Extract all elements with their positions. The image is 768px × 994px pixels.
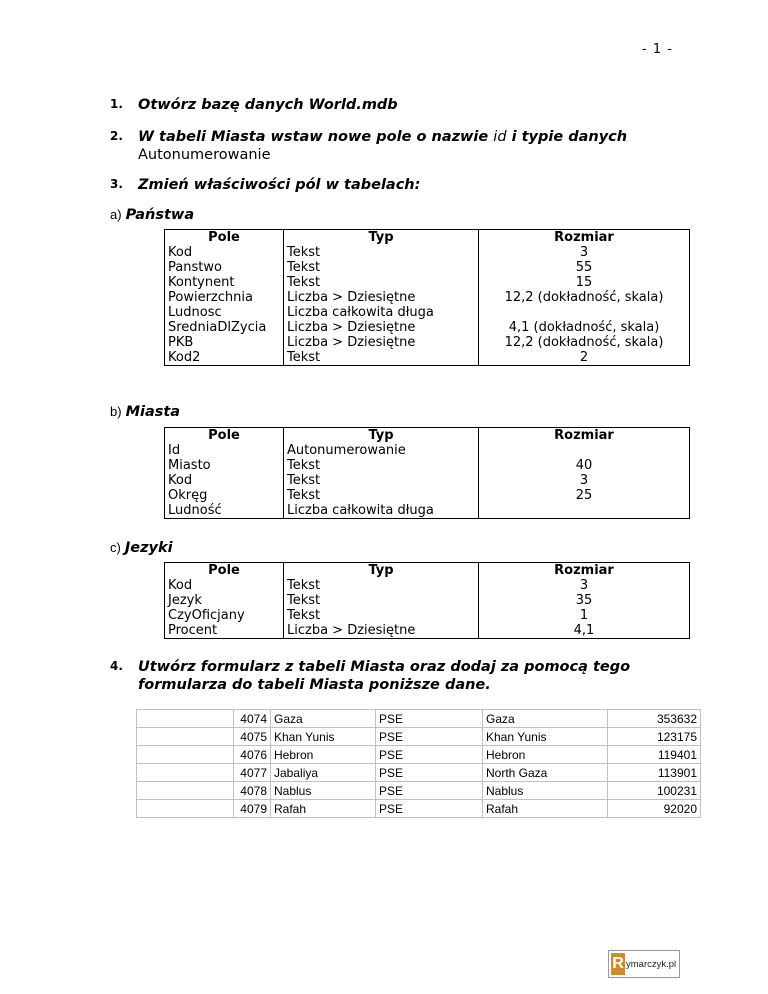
section-letter: a) bbox=[110, 207, 122, 222]
table-row bbox=[165, 350, 690, 366]
task-2 bbox=[110, 128, 627, 164]
district: Gaza bbox=[483, 710, 608, 728]
column-header-typ: Typ bbox=[284, 428, 479, 444]
field-name: SredniaDlZycia bbox=[165, 320, 284, 335]
city-name: Rafah bbox=[271, 800, 376, 818]
row-selector bbox=[137, 728, 234, 746]
field-size: 3 bbox=[479, 473, 690, 488]
field-name: CzyOficjany bbox=[165, 608, 284, 623]
column-header-pole: Pole bbox=[165, 230, 284, 246]
country-code: PSE bbox=[376, 782, 483, 800]
city-name: Khan Yunis bbox=[271, 728, 376, 746]
column-header-rozmiar: Rozmiar bbox=[479, 428, 690, 444]
city-id: 4076 bbox=[234, 746, 271, 764]
table-row bbox=[137, 710, 701, 728]
row-selector bbox=[137, 710, 234, 728]
field-size: 3 bbox=[479, 245, 690, 260]
field-name: Powierzchnia bbox=[165, 290, 284, 305]
task-1 bbox=[110, 96, 398, 114]
population: 92020 bbox=[608, 800, 701, 818]
table-row bbox=[137, 800, 701, 818]
section-title: Jezyki bbox=[124, 540, 173, 556]
table-row bbox=[165, 458, 690, 473]
field-name: Id bbox=[165, 443, 284, 458]
field-size: 40 bbox=[479, 458, 690, 473]
field-name: Ludnosc bbox=[165, 305, 284, 320]
section-letter: c) bbox=[110, 540, 121, 555]
logo-mark: R bbox=[611, 953, 625, 975]
table-row bbox=[165, 305, 690, 320]
city-data-grid bbox=[136, 709, 701, 818]
field-size: 12,2 (dokładność, skala) bbox=[479, 290, 690, 305]
population: 100231 bbox=[608, 782, 701, 800]
population: 353632 bbox=[608, 710, 701, 728]
table-row bbox=[165, 578, 690, 593]
field-size: 25 bbox=[479, 488, 690, 503]
row-selector bbox=[137, 782, 234, 800]
district: North Gaza bbox=[483, 764, 608, 782]
field-size: 55 bbox=[479, 260, 690, 275]
city-name: Nablus bbox=[271, 782, 376, 800]
field-name: Kod2 bbox=[165, 350, 284, 366]
table-row bbox=[165, 623, 690, 639]
column-header-pole: Pole bbox=[165, 563, 284, 579]
field-type: Tekst bbox=[284, 593, 479, 608]
table-row bbox=[165, 245, 690, 260]
city-id: 4074 bbox=[234, 710, 271, 728]
table-row bbox=[165, 335, 690, 350]
column-header-typ: Typ bbox=[284, 563, 479, 579]
section-title: Miasta bbox=[125, 404, 181, 420]
city-id: 4077 bbox=[234, 764, 271, 782]
row-selector bbox=[137, 746, 234, 764]
page-number: - 1 - bbox=[642, 42, 673, 57]
field-size: 12,2 (dokładność, skala) bbox=[479, 335, 690, 350]
table-row bbox=[137, 764, 701, 782]
task-text-line2: formularza do tabeli Miasta poniższe dane. bbox=[138, 677, 491, 693]
task-text-line2: Autonumerowanie bbox=[138, 147, 271, 163]
city-name: Jabaliya bbox=[271, 764, 376, 782]
district: Nablus bbox=[483, 782, 608, 800]
task-number: 2. bbox=[110, 129, 123, 143]
field-size bbox=[479, 305, 690, 320]
column-header-rozmiar: Rozmiar bbox=[479, 230, 690, 246]
field-size bbox=[479, 443, 690, 458]
table-row bbox=[165, 290, 690, 305]
field-type: Tekst bbox=[284, 260, 479, 275]
field-name: Kod bbox=[165, 473, 284, 488]
task-text: Otwórz bazę danych World.mdb bbox=[138, 97, 398, 113]
column-header-rozmiar: Rozmiar bbox=[479, 563, 690, 579]
table-row bbox=[165, 260, 690, 275]
field-type: Tekst bbox=[284, 608, 479, 623]
row-selector bbox=[137, 800, 234, 818]
field-type: Tekst bbox=[284, 275, 479, 290]
field-type: Liczba > Dziesiętne bbox=[284, 623, 479, 639]
field-size: 1 bbox=[479, 608, 690, 623]
section-title: Państwa bbox=[125, 207, 195, 223]
field-name: Kontynent bbox=[165, 275, 284, 290]
field-type: Liczba całkowita długa bbox=[284, 305, 479, 320]
district: Hebron bbox=[483, 746, 608, 764]
field-size: 4,1 (dokładność, skala) bbox=[479, 320, 690, 335]
population: 123175 bbox=[608, 728, 701, 746]
row-selector bbox=[137, 764, 234, 782]
field-size: 15 bbox=[479, 275, 690, 290]
field-name: Okręg bbox=[165, 488, 284, 503]
table-row bbox=[165, 443, 690, 458]
task-number: 1. bbox=[110, 97, 123, 111]
field-size bbox=[479, 503, 690, 519]
table-row bbox=[165, 608, 690, 623]
section-jezyki bbox=[110, 540, 173, 556]
field-name: Kod bbox=[165, 245, 284, 260]
table-row bbox=[165, 488, 690, 503]
field-size: 35 bbox=[479, 593, 690, 608]
field-type: Liczba > Dziesiętne bbox=[284, 290, 479, 305]
task-3 bbox=[110, 176, 420, 194]
country-code: PSE bbox=[376, 728, 483, 746]
field-name: Kod bbox=[165, 578, 284, 593]
field-type: Tekst bbox=[284, 458, 479, 473]
table-row bbox=[165, 593, 690, 608]
population: 113901 bbox=[608, 764, 701, 782]
field-name: Jezyk bbox=[165, 593, 284, 608]
field-type: Tekst bbox=[284, 473, 479, 488]
table-row bbox=[165, 275, 690, 290]
table-row bbox=[137, 746, 701, 764]
logo bbox=[608, 950, 680, 978]
field-size: 3 bbox=[479, 578, 690, 593]
field-size: 4,1 bbox=[479, 623, 690, 639]
table-row bbox=[137, 728, 701, 746]
city-id: 4075 bbox=[234, 728, 271, 746]
field-type: Liczba > Dziesiętne bbox=[284, 320, 479, 335]
field-type: Tekst bbox=[284, 578, 479, 593]
city-id: 4078 bbox=[234, 782, 271, 800]
field-name: Ludność bbox=[165, 503, 284, 519]
section-letter: b) bbox=[110, 404, 122, 419]
field-type: Autonumerowanie bbox=[284, 443, 479, 458]
field-type: Liczba całkowita długa bbox=[284, 503, 479, 519]
jezyki-table bbox=[164, 562, 690, 639]
city-id: 4079 bbox=[234, 800, 271, 818]
table-row bbox=[137, 782, 701, 800]
field-name: PKB bbox=[165, 335, 284, 350]
country-code: PSE bbox=[376, 800, 483, 818]
city-name: Hebron bbox=[271, 746, 376, 764]
field-name: Panstwo bbox=[165, 260, 284, 275]
field-type: Tekst bbox=[284, 350, 479, 366]
country-code: PSE bbox=[376, 746, 483, 764]
population: 119401 bbox=[608, 746, 701, 764]
field-name: Procent bbox=[165, 623, 284, 639]
task-text: Utwórz formularz z tabeli Miasta oraz dodaj za pomocą tego bbox=[138, 659, 631, 675]
task-4 bbox=[110, 658, 630, 694]
table-row bbox=[165, 320, 690, 335]
district: Khan Yunis bbox=[483, 728, 608, 746]
miasta-table bbox=[164, 427, 690, 519]
country-code: PSE bbox=[376, 710, 483, 728]
table-row bbox=[165, 503, 690, 519]
field-type: Tekst bbox=[284, 245, 479, 260]
panstwa-table bbox=[164, 229, 690, 366]
task-number: 3. bbox=[110, 177, 123, 191]
column-header-pole: Pole bbox=[165, 428, 284, 444]
task-text: Zmień właściwości pól w tabelach: bbox=[138, 177, 421, 193]
city-name: Gaza bbox=[271, 710, 376, 728]
task-text: W tabeli Miasta wstaw nowe pole o nazwie id i typie danych bbox=[138, 129, 628, 145]
section-panstwa bbox=[110, 207, 194, 223]
field-size: 2 bbox=[479, 350, 690, 366]
task-number: 4. bbox=[110, 659, 123, 673]
column-header-typ: Typ bbox=[284, 230, 479, 246]
section-miasta bbox=[110, 404, 180, 420]
field-type: Liczba > Dziesiętne bbox=[284, 335, 479, 350]
field-type: Tekst bbox=[284, 488, 479, 503]
field-name: Miasto bbox=[165, 458, 284, 473]
district: Rafah bbox=[483, 800, 608, 818]
table-row bbox=[165, 473, 690, 488]
logo-text: ymarczyk.pl bbox=[626, 958, 677, 970]
country-code: PSE bbox=[376, 764, 483, 782]
